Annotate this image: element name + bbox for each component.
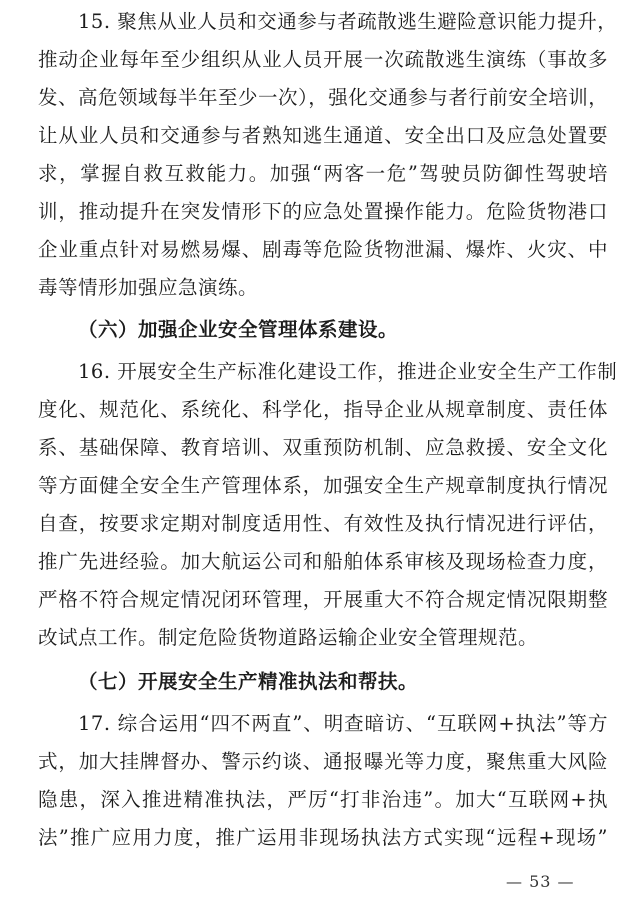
- paragraph-15-line-5: 求，掌握自救互救能力。加强“两客一危”驾驶员防御性驾驶培: [38, 162, 608, 185]
- paragraph-16-line-6: 推广先进经验。加大航运公司和船舶体系审核及现场检查力度，: [38, 550, 608, 573]
- paragraph-16-line-8: 改试点工作。制定危险货物道路运输企业安全管理规范。: [38, 626, 539, 649]
- paragraph-17-line-4: 法”推广应用力度，推广运用非现场执法方式实现“远程+现场”: [38, 826, 608, 849]
- paragraph-15-line-8: 毒等情形加强应急演练。: [38, 276, 259, 299]
- section-7-heading: （七）开展安全生产精准执法和帮扶。: [78, 670, 419, 693]
- paragraph-16-line-2: 度化、规范化、系统化、科学化，指导企业从规章制度、责任体: [38, 398, 608, 421]
- paragraph-16-line-7: 严格不符合规定情况闭环管理，开展重大不符合规定情况限期整: [38, 588, 608, 611]
- paragraph-15-line-6: 训，推动提升在突发情形下的应急处置操作能力。危险货物港口: [38, 200, 608, 223]
- paragraph-15-line-3: 发、高危领域每半年至少一次），强化交通参与者行前安全培训，: [38, 86, 609, 109]
- paragraph-15-line-4: 让从业人员和交通参与者熟知逃生通道、安全出口及应急处置要: [38, 124, 608, 147]
- paragraph-17-line-1: 17. 综合运用“四不两直”、明查暗访、“互联网+执法”等方: [78, 712, 608, 735]
- paragraph-16-line-4: 等方面健全安全生产管理体系，加强安全生产规章制度执行情况: [38, 474, 608, 497]
- paragraph-17-line-3: 隐患，深入推进精准执法，严厉“打非治违”。加大“互联网+执: [38, 788, 608, 811]
- paragraph-17-line-2: 式，加大挂牌督办、警示约谈、通报曝光等力度，聚焦重大风险: [38, 750, 608, 773]
- paragraph-15-line-7: 企业重点针对易燃易爆、剧毒等危险货物泄漏、爆炸、火灾、中: [38, 238, 608, 261]
- paragraph-16-line-5: 自查，按要求定期对制度适用性、有效性及执行情况进行评估，: [38, 512, 608, 535]
- paragraph-16-line-3: 系、基础保障、教育培训、双重预防机制、应急救援、安全文化: [38, 436, 608, 459]
- paragraph-16-line-1: 16. 开展安全生产标准化建设工作，推进企业安全生产工作制: [78, 360, 618, 383]
- section-6-heading: （六）加强企业安全管理体系建设。: [78, 318, 399, 341]
- paragraph-15-line-2: 推动企业每年至少组织从业人员开展一次疏散逃生演练（事故多: [38, 48, 608, 71]
- paragraph-15-line-1: 15. 聚焦从业人员和交通参与者疏散逃生避险意识能力提升，: [78, 10, 618, 33]
- page-number: — 53 —: [506, 872, 575, 891]
